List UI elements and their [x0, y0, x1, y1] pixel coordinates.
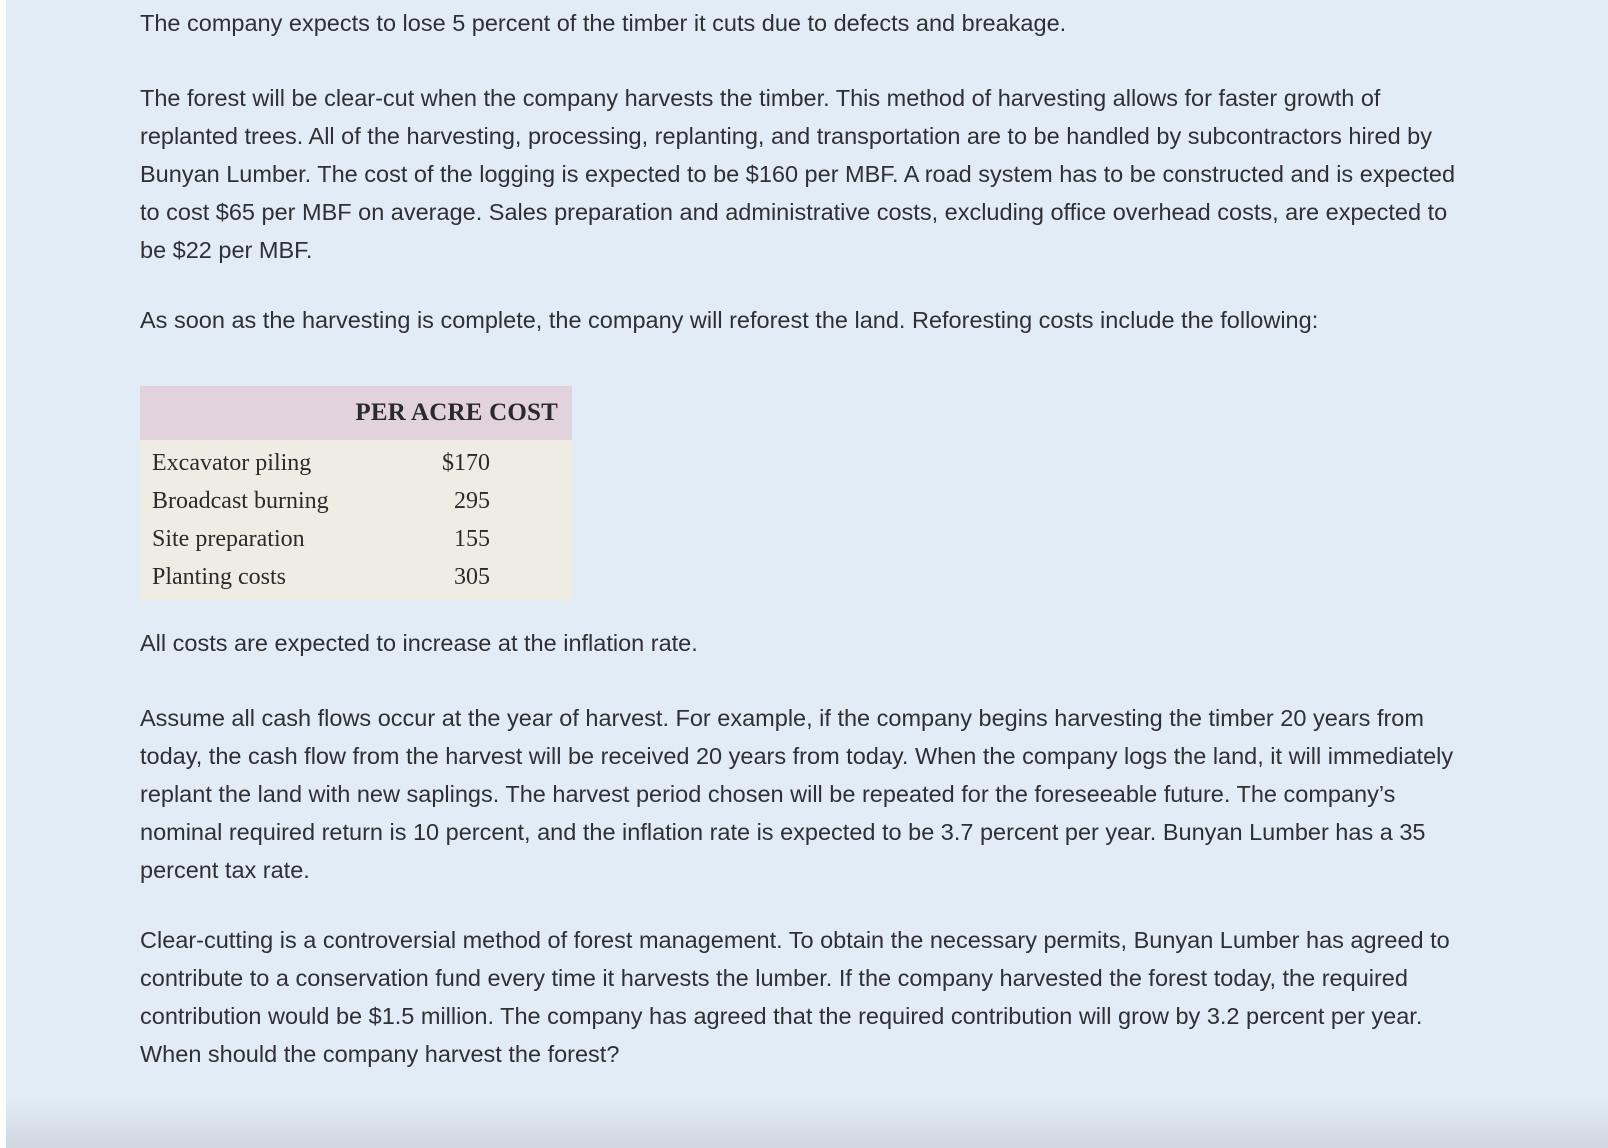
table-row [140, 482, 572, 520]
paragraph-timber-loss: The company expects to lose 5 percent of the timber it cuts due to defects and breakage. [140, 10, 1067, 36]
table-row [140, 558, 572, 600]
reforesting-cost-table [140, 386, 572, 600]
table-header-per-acre-cost: PER ACRE COST [140, 386, 572, 440]
cost-item-label: Site preparation [140, 520, 412, 558]
cost-item-label: Planting costs [140, 558, 412, 600]
table-row [140, 440, 572, 482]
cost-item-value: 305 [412, 558, 572, 600]
cost-item-value: 295 [412, 482, 572, 520]
cost-item-label: Excavator piling [140, 440, 412, 482]
paragraph-cash-flow-assumptions: Assume all cash flows occur at the year of harvest. For example, if the company begins harvesting the timber 20 years from today, the cash flow from the harvest will be received 20 years from today. When the company logs the land, it will immediately replant the land with new saplings. The harvest period chosen will be repeated for the foreseeable future. The company’s nominal required return is 10 percent, and the inflation rate is expected to be 3.7 percent per year. Bunyan Lumber has a 35 percent tax rate. [140, 705, 1454, 883]
cost-item-label: Broadcast burning [140, 482, 412, 520]
document-page [6, 0, 1608, 1148]
table-row [140, 520, 572, 558]
paragraph-reforesting-intro: As soon as the harvesting is complete, the company will reforest the land. Reforesting costs include the following: [140, 307, 1319, 333]
bottom-fade [6, 1098, 1608, 1148]
paragraph-harvesting-costs: The forest will be clear-cut when the company harvests the timber. This method of harvesting allows for faster growth of replanted trees. All of the harvesting, processing, replanting, and transportation are to be handled by subcontractors hired by Bunyan Lumber. The cost of the logging is expected to be $160 per MBF. A road system has to be constructed and is expected to cost $65 per MBF on average. Sales preparation and administrative costs, excluding office overhead costs, are expected to be $22 per MBF. [140, 85, 1456, 263]
paragraph-inflation: All costs are expected to increase at the inflation rate. [140, 630, 698, 656]
cost-item-value: 155 [412, 520, 572, 558]
paragraph-conservation-question: Clear-cutting is a controversial method of forest management. To obtain the necessary permits, Bunyan Lumber has agreed to contribute to a conservation fund every time it harvests the lumber. If the company harvested the forest today, the required contribution would be $1.5 million. The company has agreed that the required contribution will grow by 3.2 percent per year. When should the company harvest the forest? [140, 927, 1450, 1067]
cost-item-value: $170 [412, 440, 572, 482]
